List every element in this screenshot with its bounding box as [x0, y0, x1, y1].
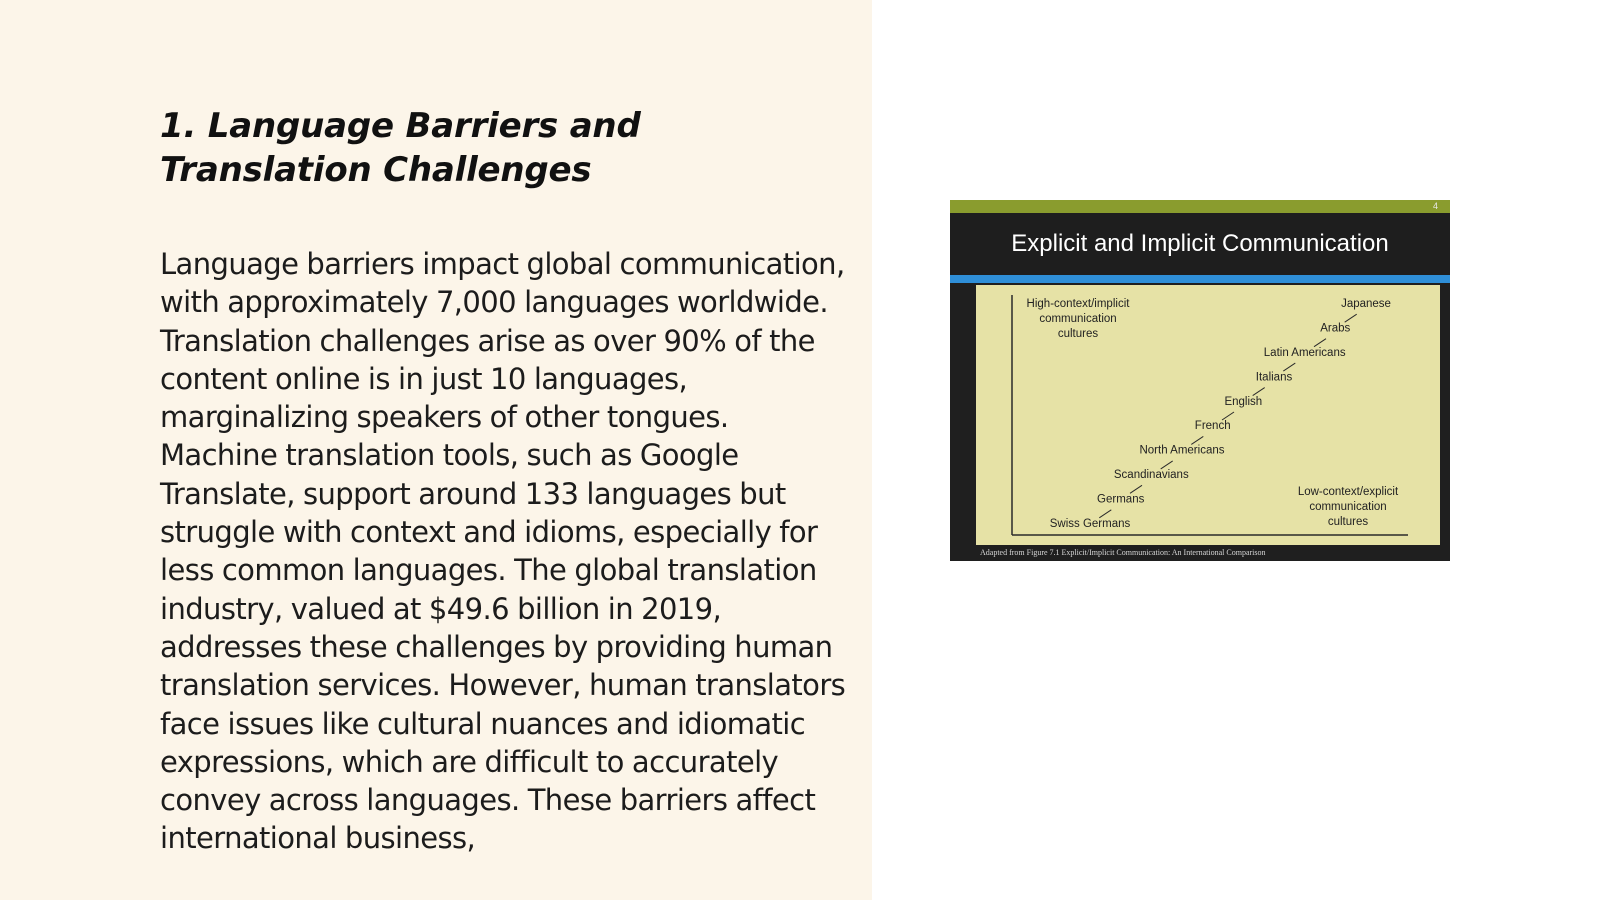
culture-label: Italians	[1255, 371, 1293, 384]
body-paragraph: Language barriers impact global communication, with approximately 7,000 languages worldwide. Translation challenges arise as over 90% of the content online is in just 10 languages, marginalizing speakers of other tongues. Machine translation tools, such as Google Translate, support around 133 languages but struggle with context and idioms, especially for less common languages. The global translation industry, valued at $49.6 billion in 2019, addresses these challenges by providing human translation services. However, human translators face issues like cultural nuances and idiomatic expressions, which are difficult to accurately convey across languages. These barriers affect international business,	[160, 247, 846, 856]
culture-label: North Americans	[1139, 444, 1225, 457]
culture-label: Latin Americans	[1263, 346, 1346, 359]
figure-top-bar	[950, 200, 1450, 213]
high-context-label-line-1: High-context/implicit	[1026, 298, 1130, 310]
figure-blue-rule	[950, 275, 1450, 283]
figure-page-number: 4	[1432, 201, 1438, 211]
figure-title: Explicit and Implicit Communication	[950, 213, 1450, 275]
low-context-label-line-1: Low-context/explicit	[1297, 486, 1399, 498]
low-context-label-line-3: cultures	[1327, 516, 1369, 528]
section-heading: 1. Language Barriers and Translation Challenges	[160, 106, 641, 190]
culture-label: Germans	[1097, 493, 1145, 506]
low-context-label-line-2: communication	[1309, 501, 1387, 513]
figure-plot-area	[976, 285, 1440, 545]
culture-connector	[1345, 314, 1357, 322]
culture-connector	[1161, 461, 1173, 469]
figure-plot-svg	[976, 285, 1440, 545]
culture-connector	[1314, 339, 1326, 347]
culture-label: English	[1224, 395, 1263, 408]
culture-connector	[1130, 485, 1142, 493]
culture-label: Arabs	[1320, 322, 1351, 335]
high-context-label-line-3: cultures	[1057, 328, 1099, 340]
culture-connector	[1099, 510, 1111, 518]
culture-label: Swiss Germans	[1049, 518, 1131, 530]
explicit-implicit-figure	[950, 200, 1450, 561]
figure-caption: Adapted from Figure 7.1 Explicit/Implicit Communication: An International Comparison	[980, 548, 1266, 557]
culture-connector	[1191, 436, 1203, 444]
culture-label: Scandinavians	[1113, 469, 1189, 482]
culture-label: Japanese	[1341, 298, 1391, 310]
culture-label: French	[1194, 420, 1231, 433]
culture-connector	[1253, 388, 1265, 396]
high-context-label-line-2: communication	[1039, 313, 1117, 325]
culture-connector	[1283, 363, 1295, 371]
culture-connector	[1222, 412, 1234, 420]
